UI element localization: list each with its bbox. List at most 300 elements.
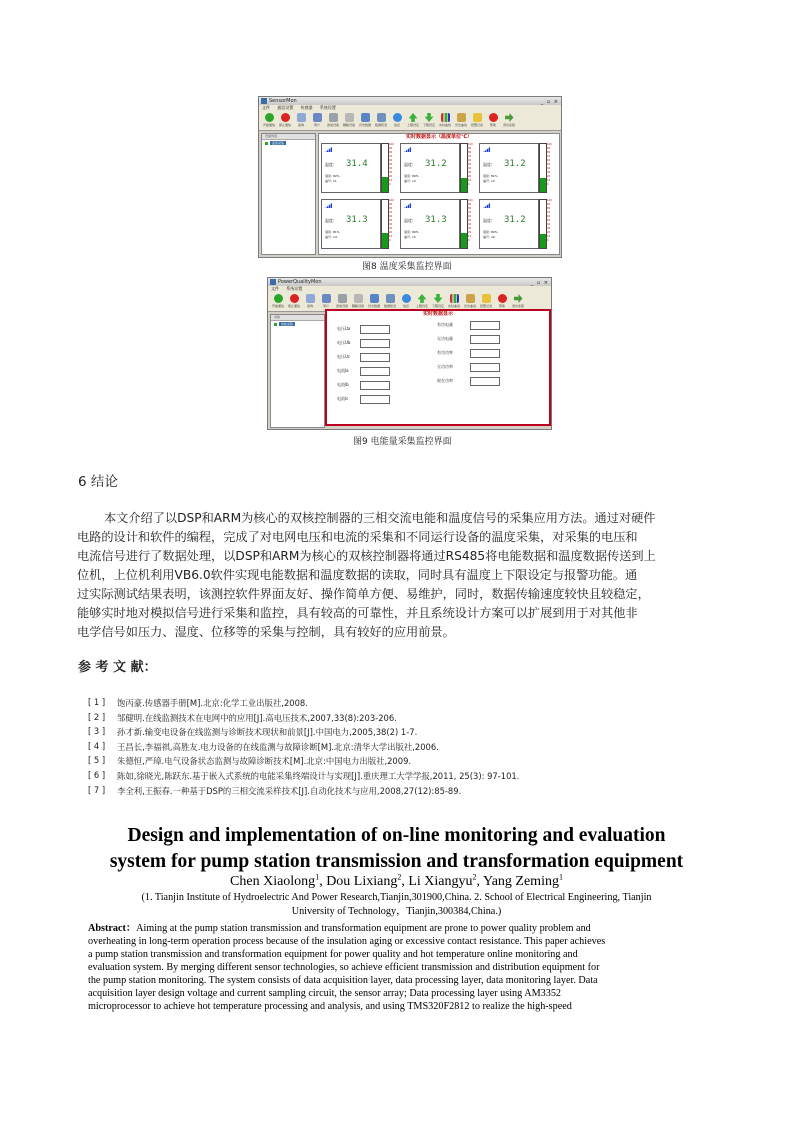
gauge-scale <box>468 199 475 247</box>
field-label: 电流Ic <box>337 396 349 401</box>
sensor-id: 编号: 12 <box>404 179 416 183</box>
grid-icon <box>377 113 386 122</box>
scale-tick: 90 <box>389 147 393 150</box>
toolbar-button-label: 查询 <box>306 304 313 308</box>
temperature-cell <box>479 143 554 191</box>
scale-tick: 0 <box>389 183 391 186</box>
gauge-fill <box>382 177 388 192</box>
scale-tick: 60 <box>468 159 472 162</box>
toolbar-button-label: 删除设备 <box>342 123 355 127</box>
signal-strength-icon <box>483 203 490 208</box>
temp-gauge <box>460 199 468 249</box>
window-controls[interactable]: _ ▫ × <box>530 280 549 286</box>
toolbar-button-label: 退出系统 <box>502 123 515 127</box>
tree-header: 名称 <box>271 315 324 321</box>
temp-label: 温度: <box>404 218 414 223</box>
field-label: 无功功率 <box>437 364 453 369</box>
toolbar-button-down[interactable] <box>421 111 437 130</box>
toolbar-button-label: 报警记录 <box>470 123 483 127</box>
stop-icon <box>290 294 299 303</box>
gauge-scale <box>547 143 554 191</box>
scale-tick: 90 <box>468 147 472 150</box>
user-icon <box>313 113 322 122</box>
scale-tick: 40 <box>547 223 551 226</box>
abstract <box>88 922 728 1013</box>
toolbar-button-label: 上限设定 <box>415 304 428 308</box>
toolbar-button-label: 开始通信 <box>262 123 275 127</box>
temperature-cell <box>400 143 475 191</box>
author: Yang Zeming$^1$ <box>482 872 563 889</box>
scale-tick: 0 <box>547 183 549 186</box>
value-field[interactable] <box>470 377 500 386</box>
scale-tick: 0 <box>389 239 391 242</box>
temp-value: 31.2 <box>425 159 447 169</box>
toolbar-button-ok[interactable] <box>261 111 277 130</box>
signal-strength-icon <box>404 203 411 208</box>
value-field[interactable] <box>470 363 500 372</box>
value-field[interactable] <box>470 321 500 330</box>
figure-9-window <box>267 277 552 430</box>
grid-icon <box>386 294 395 303</box>
scale-tick: 40 <box>389 223 393 226</box>
signal-strength-icon <box>325 203 332 208</box>
affiliation-line: (1. Tianjin Institute of Hydroelectric And Power Research,Tianjin,301900,China. 2. School of Electrical Engineering, Tianjin <box>141 892 652 903</box>
help-icon <box>498 294 507 303</box>
cell-box <box>400 143 460 193</box>
reference-number: [ 3 ] <box>88 726 106 737</box>
fig9-titlebar <box>268 278 551 286</box>
humidity-label: 湿度: 81% <box>483 174 498 178</box>
author-line <box>40 872 753 890</box>
toolbar-button-grid[interactable] <box>373 111 389 130</box>
scale-tick: 70 <box>468 155 472 158</box>
abstract-line: a pump station transmission and transformation equipment for power quality and hot temperature online monitoring and <box>88 949 578 960</box>
search-icon <box>297 113 306 122</box>
window-controls[interactable]: _ ▫ × <box>540 99 559 105</box>
cell-box <box>479 143 539 193</box>
affiliation-line: University of Technology，Tianjin,300384,China.) <box>291 906 502 917</box>
gauge-fill <box>382 233 388 248</box>
toolbar-button-help[interactable] <box>485 111 501 130</box>
app-icon <box>270 279 276 285</box>
humidity-label: 湿度: 80% <box>404 174 419 178</box>
tree-item-power[interactable]: 电能采集 <box>273 322 322 327</box>
temperature-cell <box>321 143 396 191</box>
toolbar-button-label: 下限设定 <box>431 304 444 308</box>
scale-tick: 100 <box>389 199 394 202</box>
scale-tick: 60 <box>389 159 393 162</box>
conclusion-line: 电路的设计和软件的编程，完成了对电网电压和电流的采集和不同运行设备的温度采集，对采集的电压和 <box>77 530 638 544</box>
toolbar-button-label: 实时曲线 <box>447 304 460 308</box>
search-icon <box>306 294 315 303</box>
chart-icon <box>466 294 475 303</box>
temperature-cell <box>400 199 475 247</box>
toolbar-button-ok[interactable] <box>270 292 286 311</box>
field-label: 有功电量 <box>437 322 453 327</box>
scale-tick: 80 <box>389 207 393 210</box>
scale-tick: 70 <box>547 155 551 158</box>
scale-tick: 100 <box>468 143 473 146</box>
scale-tick: 30 <box>468 171 472 174</box>
link-icon <box>354 294 363 303</box>
scale-tick: 80 <box>468 151 472 154</box>
conclusion-line: 位机，上位机利用VB6.0软件实现电能数据和温度数据的读取，同时具有温度上下限设定与报警功能。通 <box>77 568 638 582</box>
english-title-line: system for pump station transmission and transformation equipment <box>109 851 684 872</box>
toolbar-button-label: 上限设定 <box>406 123 419 127</box>
field-label: 电流Ib <box>337 382 349 387</box>
abstract-line: acquisition layer design voltage and current sampling circuit, the sensor array; Data processing layer using AM3352 <box>88 988 562 999</box>
gauge-fill <box>540 234 546 248</box>
bars-icon <box>450 294 459 303</box>
humidity-label: 湿度: 82% <box>325 174 340 178</box>
scale-tick: 20 <box>468 175 472 178</box>
fig8-panel-title: 实时数据显示（温度单位℃） <box>405 134 473 140</box>
fig9-device-tree[interactable] <box>270 314 325 428</box>
abstract-line: overheating in long-term operation process because of the insulation aging or excessive contact resistance. This paper achieves <box>88 936 606 947</box>
reference-number: [ 2 ] <box>88 711 106 722</box>
scale-tick: 80 <box>547 207 551 210</box>
signal-strength-icon <box>404 147 411 152</box>
stop-icon <box>281 113 290 122</box>
gauge-fill <box>461 178 467 192</box>
scale-tick: 10 <box>468 179 472 182</box>
signal-strength-icon <box>483 147 490 152</box>
toolbar-button-search[interactable] <box>302 292 318 311</box>
fig8-toolbar <box>259 111 561 131</box>
value-field[interactable] <box>360 353 390 362</box>
scale-tick: 90 <box>547 203 551 206</box>
scale-tick: 100 <box>468 199 473 202</box>
sensor-id: 编号: 13 <box>483 179 495 183</box>
scale-tick: 30 <box>547 171 551 174</box>
cell-box <box>400 199 460 249</box>
toolbar-button-label: 用户 <box>313 123 320 127</box>
abstract-line: microprocessor to achieve hot temperature processing and analysis, and using TMS320F2812 to realize the high-speed <box>88 1001 572 1012</box>
chart-icon <box>457 113 466 122</box>
humidity-label: 湿度: 80% <box>404 230 419 234</box>
toolbar-button-wrench[interactable] <box>325 111 341 130</box>
scale-tick: 40 <box>468 167 472 170</box>
temp-label: 温度: <box>404 162 414 167</box>
temp-value: 31.3 <box>425 215 447 225</box>
conclusion-line: 本文介绍了以DSP和ARM为核心的双核控制器的三相交流电能和温度信号的采集应用方法。通过对硬件 <box>104 511 656 525</box>
down-icon <box>434 294 443 303</box>
scale-tick: 50 <box>468 219 472 222</box>
english-title-line: Design and implementation of on-line monitoring and evaluation <box>127 825 666 846</box>
tree-header: 设备列表 <box>262 134 315 140</box>
down-icon <box>425 113 434 122</box>
value-field[interactable] <box>470 349 500 358</box>
reference-item <box>88 741 768 756</box>
figure-9-caption: 图9 电能量采集监控界面 <box>353 437 452 447</box>
fig8-titlebar <box>259 97 561 105</box>
fig9-window-title: PowerQualityMon <box>278 279 322 285</box>
ok-icon <box>265 113 274 122</box>
scale-tick: 30 <box>389 171 393 174</box>
reference-number: [ 5 ] <box>88 755 106 766</box>
toolbar-button-label: 历史曲线 <box>454 123 467 127</box>
temp-gauge <box>381 199 389 249</box>
temp-gauge <box>539 143 547 193</box>
humidity-label: 湿度: 80% <box>483 230 498 234</box>
signal-strength-icon <box>325 147 332 152</box>
help-icon <box>489 113 498 122</box>
scale-tick: 50 <box>547 163 551 166</box>
exit-icon <box>505 113 514 122</box>
toolbar-button-label: 停止通信 <box>287 304 300 308</box>
scale-tick: 0 <box>547 239 549 242</box>
toolbar-button-label: 报警记录 <box>479 304 492 308</box>
menu-sensor[interactable]: 传感器 <box>300 105 313 110</box>
scale-tick: 30 <box>389 227 393 230</box>
scale-tick: 70 <box>468 211 472 214</box>
temp-value: 31.2 <box>504 159 526 169</box>
toolbar-button-label: 退出系统 <box>511 304 524 308</box>
tree-item-temperature[interactable]: 温度采集 <box>264 141 313 146</box>
gauge-scale <box>389 199 396 247</box>
gauge-fill <box>461 233 467 248</box>
cell-box <box>479 199 539 249</box>
toolbar-button-label: 帮助 <box>498 304 505 308</box>
wrench-icon <box>329 113 338 122</box>
toolbar-button-stop[interactable] <box>277 111 293 130</box>
menu-file[interactable]: 文件 <box>271 286 279 291</box>
figure-8-caption: 图8 温度采集监控界面 <box>362 262 452 272</box>
scale-tick: 70 <box>389 211 393 214</box>
reference-text: 饱丙豪.传感器手册[M].北京:化学工业出版社,2008. <box>117 698 308 708</box>
author: Chen Xiaolong$^1$, <box>230 872 327 889</box>
temp-label: 温度: <box>325 162 335 167</box>
scale-tick: 20 <box>547 175 551 178</box>
reference-item <box>88 785 768 800</box>
temp-value: 31.3 <box>346 215 368 225</box>
reference-text: 朱德恒,严璋.电气设备状态监测与故障诊断技术[M].北京:中国电力出版社,2009. <box>117 756 412 767</box>
scale-tick: 20 <box>389 231 393 234</box>
toolbar-button-label: 实时曲线 <box>438 123 451 127</box>
temp-label: 温度: <box>325 218 335 223</box>
gauge-fill <box>540 178 546 192</box>
scale-tick: 90 <box>389 203 393 206</box>
scale-tick: 40 <box>468 223 472 226</box>
field-label: 电压Ub <box>337 340 351 345</box>
link-icon <box>345 113 354 122</box>
menu-settings[interactable]: 系统设置 <box>319 105 336 110</box>
toolbar-button-label: 数据报表 <box>374 123 387 127</box>
fig8-device-tree[interactable] <box>261 133 316 255</box>
scale-tick: 10 <box>547 235 551 238</box>
temp-gauge <box>460 143 468 193</box>
scale-tick: 20 <box>547 231 551 234</box>
toolbar-button-label: 历史数据 <box>358 123 371 127</box>
toolbar-button-label: 用户 <box>322 304 329 308</box>
field-label: 视在功率 <box>437 378 453 383</box>
scale-tick: 0 <box>468 239 470 242</box>
app-icon <box>261 98 267 104</box>
scale-tick: 100 <box>389 143 394 146</box>
cell-box <box>321 199 381 249</box>
scale-tick: 10 <box>468 235 472 238</box>
toolbar-button-label: 历史数据 <box>367 304 380 308</box>
toolbar-button-label: 帮助 <box>489 123 496 127</box>
reference-number: [ 4 ] <box>88 740 106 751</box>
scale-tick: 20 <box>468 231 472 234</box>
scale-tick: 50 <box>389 163 393 166</box>
toolbar-button-label: 信息 <box>402 304 409 308</box>
ok-icon <box>274 294 283 303</box>
abstract-line: Abstract：Aiming at the pump station transmission and transformation equipment are prone to power quality problem and <box>88 923 591 934</box>
info-icon <box>393 113 402 122</box>
value-field[interactable] <box>470 335 500 344</box>
temp-label: 温度: <box>483 218 493 223</box>
value-field[interactable] <box>360 325 390 334</box>
flag-icon <box>482 294 491 303</box>
scale-tick: 80 <box>389 151 393 154</box>
wrench-icon <box>338 294 347 303</box>
toolbar-button-doc[interactable] <box>357 111 373 130</box>
scale-tick: 50 <box>547 219 551 222</box>
gauge-scale <box>468 143 475 191</box>
reference-item <box>88 755 768 770</box>
toolbar-button-label: 下限设定 <box>422 123 435 127</box>
field-label: 电压Uc <box>337 354 351 359</box>
temp-value: 31.4 <box>346 159 368 169</box>
sensor-id: 编号: 14 <box>325 235 337 239</box>
gauge-scale <box>389 143 396 191</box>
sensor-id: 编号: 11 <box>325 179 337 183</box>
conclusion-line: 过实际测试结果表明，该测控软件界面友好、操作简单方便、易维护，同时，数据传输速度较快且较稳定， <box>77 587 650 601</box>
value-field[interactable] <box>360 395 390 404</box>
reference-list <box>88 697 768 799</box>
toolbar-button-label: 查询 <box>297 123 304 127</box>
scale-tick: 80 <box>547 151 551 154</box>
reference-text: 李全利,王振春.一种基于DSP的三相交流采样技术[J].自动化技术与应用,2008,27(12):85-89. <box>117 785 462 796</box>
scale-tick: 100 <box>547 143 552 146</box>
reference-text: 孙才新.输变电设备在线监测与诊断技术现状和前景[J].中国电力,2005,38(2) 1-7. <box>117 727 418 738</box>
fig8-window-title: SensorMon <box>269 98 297 104</box>
toolbar-button-flag[interactable] <box>469 111 485 130</box>
figure-8-window <box>258 96 562 258</box>
scale-tick: 100 <box>547 199 552 202</box>
scale-tick: 80 <box>468 207 472 210</box>
reference-item <box>88 697 768 712</box>
toolbar-button-chart[interactable] <box>453 111 469 130</box>
temp-value: 31.2 <box>504 215 526 225</box>
scale-tick: 70 <box>389 155 393 158</box>
value-field[interactable] <box>360 367 390 376</box>
scale-tick: 0 <box>468 183 470 186</box>
reference-item <box>88 770 768 785</box>
toolbar-button-label: 添加设备 <box>335 304 348 308</box>
abstract-label: Abstract： <box>88 923 137 934</box>
toolbar-button-label: 停止通信 <box>278 123 291 127</box>
fig9-panel-title: 实时数据显示 <box>422 311 453 317</box>
toolbar-button-search[interactable] <box>293 111 309 130</box>
scale-tick: 10 <box>389 235 393 238</box>
scale-tick: 30 <box>468 227 472 230</box>
english-title <box>40 823 753 875</box>
menu-settings[interactable]: 系统设置 <box>286 286 303 291</box>
toolbar-button-label: 历史曲线 <box>463 304 476 308</box>
conclusion-line: 电流信号进行了数据处理，以DSP和ARM为核心的双核控制器将通过RS485将电能数据和温度数据传送到上 <box>77 549 656 563</box>
toolbar-button-up[interactable] <box>405 111 421 130</box>
field-label: 有功功率 <box>437 350 453 355</box>
conclusion-line: 电学信号如压力、湿度、位移等的采集与控制，具有较好的应用前景。 <box>77 625 455 639</box>
abstract-line: evaluation system. By merging different sensor technologies, so achieve efficient transmission and distribution equipment for <box>88 962 600 973</box>
reference-text: 王昌长,李福祺,高胜友.电力设备的在线监测与故障诊断[M].北京:清华大学出版社,2006. <box>117 741 439 752</box>
scale-tick: 40 <box>389 167 393 170</box>
toolbar-button-stop[interactable] <box>286 292 302 311</box>
toolbar-button-link[interactable] <box>341 111 357 130</box>
scale-tick: 60 <box>547 159 551 162</box>
toolbar-button-exit[interactable] <box>501 111 517 130</box>
field-label: 电压Ua <box>337 326 351 331</box>
toolbar-button-user[interactable] <box>309 111 325 130</box>
scale-tick: 60 <box>389 215 393 218</box>
menu-comm[interactable]: 通信设置 <box>277 105 294 110</box>
temp-label: 温度: <box>483 162 493 167</box>
exit-icon <box>514 294 523 303</box>
bars-icon <box>441 113 450 122</box>
user-icon <box>322 294 331 303</box>
scale-tick: 60 <box>468 215 472 218</box>
reference-text: 邹健明.在线监测技术在电网中的应用[J].高电压技术,2007,33(8):203-206. <box>117 712 397 723</box>
scale-tick: 10 <box>547 179 551 182</box>
scale-tick: 90 <box>547 147 551 150</box>
doc-icon <box>370 294 379 303</box>
flag-icon <box>473 113 482 122</box>
toolbar-button-label: 信息 <box>393 123 400 127</box>
toolbar-button-info[interactable] <box>389 111 405 130</box>
toolbar-button-bars[interactable] <box>437 111 453 130</box>
cell-box <box>321 143 381 193</box>
reference-number: [ 7 ] <box>88 784 106 795</box>
section-heading: 6 结论 <box>78 474 118 490</box>
reference-number: [ 6 ] <box>88 769 106 780</box>
temp-gauge <box>539 199 547 249</box>
temperature-cell <box>479 199 554 247</box>
scale-tick: 50 <box>389 219 393 222</box>
sensor-id: 编号: 16 <box>483 235 495 239</box>
value-field[interactable] <box>360 339 390 348</box>
menu-file[interactable]: 文件 <box>262 105 270 110</box>
fig9-monitor-panel <box>325 309 551 426</box>
field-label: 电流Ia <box>337 368 349 373</box>
temperature-cell <box>321 199 396 247</box>
conclusion-line: 能够实时地对模拟信号进行采集和监控，具有较高的可靠性，并且系统设计方案可以扩展到用于对其他非 <box>77 606 638 620</box>
toolbar-button-label: 删除设备 <box>351 304 364 308</box>
reference-text: 陈如,徐晓光,陈跃东.基于嵌入式系统的电能采集终端设计与实现[J].重庆理工大学学报,2011, 25(3): 97-101. <box>117 770 520 781</box>
conclusion-paragraph <box>77 509 727 642</box>
doc-icon <box>361 113 370 122</box>
scale-tick: 60 <box>547 215 551 218</box>
temp-gauge <box>381 143 389 193</box>
scale-tick: 40 <box>547 167 551 170</box>
humidity-label: 湿度: 81% <box>325 230 340 234</box>
up-icon <box>418 294 427 303</box>
abstract-line: the pump station monitoring. The system consists of data acquisition layer, data processing layer, data monitoring layer. Data <box>88 975 598 986</box>
reference-number: [ 1 ] <box>88 697 106 707</box>
value-field[interactable] <box>360 381 390 390</box>
scale-tick: 50 <box>468 163 472 166</box>
fig8-monitor-panel <box>318 133 560 255</box>
gauge-scale <box>547 199 554 247</box>
scale-tick: 30 <box>547 227 551 230</box>
scale-tick: 70 <box>547 211 551 214</box>
toolbar-button-label: 添加设备 <box>326 123 339 127</box>
references-heading: 参 考 文 献： <box>78 660 157 675</box>
field-label: 无功电量 <box>437 336 453 341</box>
sensor-id: 编号: 15 <box>404 235 416 239</box>
